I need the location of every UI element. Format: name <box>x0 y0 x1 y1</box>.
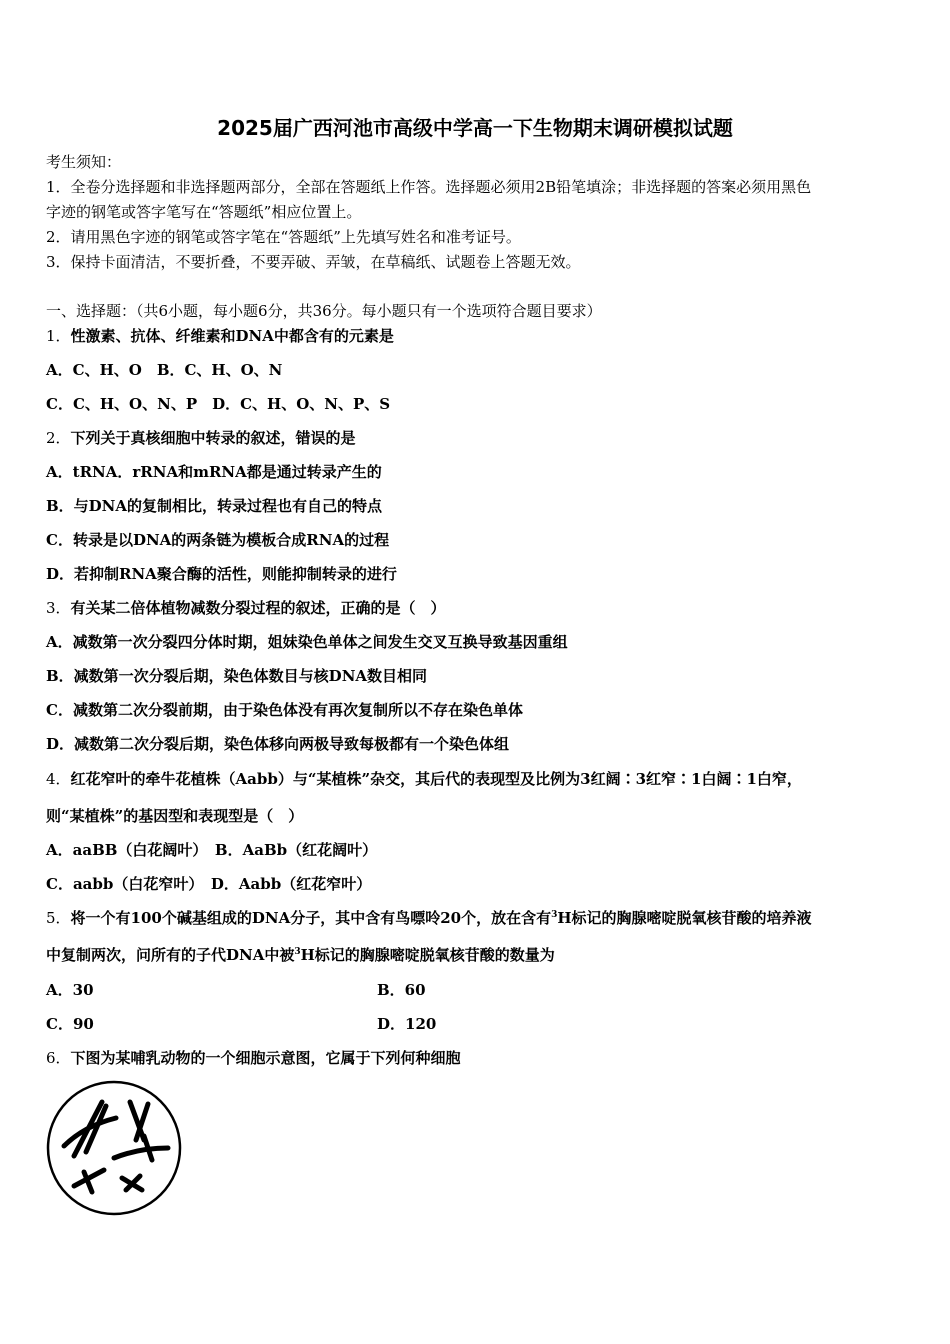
question-stem: 将一个有100个碱基组成的DNA分子，其中含有鸟嘌呤20个，放在含有$^3$H标记的胸腺嘧啶脱氧核苷酸的培养液 <box>70 909 812 927</box>
q5-option-a: A．30 <box>46 981 94 999</box>
q5-stem-cont: 中复制两次，问所有的子代DNA中被$^3$H标记的胸腺嘧啶脱氧核苷酸的数量为 <box>46 946 555 964</box>
question-2 <box>46 428 356 448</box>
q5-option-b: B．60 <box>377 981 426 999</box>
question-stem: 下图为某哺乳动物的一个细胞示意图，它属于下列何种细胞 <box>70 1049 461 1067</box>
q2-option-a: A．tRNA．rRNA和mRNA都是通过转录产生的 <box>46 463 382 481</box>
section-heading: 一、选择题：（共6小题，每小题6分，共36分。每小题只有一个选项符合题目要求） <box>46 302 602 320</box>
q3-option-d: D．减数第二次分裂后期，染色体移向两极导致每极都有一个染色体组 <box>46 735 510 753</box>
chromosomes <box>64 1102 168 1192</box>
question-stem: 性激素、抗体、纤维素和DNA中都含有的元素是 <box>70 327 394 345</box>
q3-option-c: C．减数第二次分裂前期，由于染色体没有再次复制所以不存在染色单体 <box>46 701 523 719</box>
question-3 <box>46 598 446 618</box>
question-number: 2． <box>46 429 71 447</box>
q2-option-b: B．与DNA的复制相比，转录过程也有自己的特点 <box>46 497 383 515</box>
q1-options-cd: C．C、H、O、N、P D．C、H、O、N、P、S <box>46 395 391 413</box>
cell-diagram <box>44 1078 184 1218</box>
q2-option-c: C．转录是以DNA的两条链为模板合成RNA的过程 <box>46 531 390 549</box>
question-stem: 红花窄叶的牵牛花植株（Aabb）与“某植株”杂交，其后代的表现型及比例为3红阔∶3红窄∶1白阔∶1白窄， <box>70 770 802 788</box>
question-number: 6． <box>46 1049 71 1067</box>
question-4 <box>46 769 802 789</box>
q3-option-a: A．减数第一次分裂四分体时期，姐妹染色单体之间发生交叉互换导致基因重组 <box>46 633 568 651</box>
question-number: 5． <box>46 909 71 927</box>
question-stem: 下列关于真核细胞中转录的叙述，错误的是 <box>70 429 356 447</box>
question-1 <box>46 326 394 346</box>
notice-heading: 考生须知： <box>46 153 122 171</box>
question-5 <box>46 908 812 928</box>
notice-item-3: 3．保持卡面清洁，不要折叠，不要弄破、弄皱，在草稿纸、试题卷上答题无效。 <box>46 253 581 271</box>
question-6 <box>46 1048 461 1068</box>
page-title: 2025届广西河池市高级中学高一下生物期末调研模拟试题 <box>217 116 733 140</box>
question-number: 4． <box>46 770 71 788</box>
q5-option-c: C．90 <box>46 1015 94 1033</box>
q1-options-ab: A．C、H、O B．C、H、O、N <box>46 361 283 379</box>
notice-item-1: 1．全卷分选择题和非选择题两部分，全部在答题纸上作答。选择题必须用2B铅笔填涂；非选择题的答案必须用黑色 <box>46 178 812 196</box>
q4-stem-cont: 则“某植株”的基因型和表现型是（ ） <box>46 807 304 825</box>
q4-options-cd: C．aabb（白花窄叶） D．Aabb（红花窄叶） <box>46 875 372 893</box>
notice-item-1-cont: 字迹的钢笔或答字笔写在“答题纸”相应位置上。 <box>46 203 362 221</box>
q4-options-ab: A．aaBB（白花阔叶） B．AaBb（红花阔叶） <box>46 841 378 859</box>
question-number: 1． <box>46 327 71 345</box>
question-number: 3． <box>46 599 71 617</box>
notice-item-2: 2．请用黑色字迹的钢笔或答字笔在“答题纸”上先填写姓名和准考证号。 <box>46 228 521 246</box>
q2-option-d: D．若抑制RNA聚合酶的活性，则能抑制转录的进行 <box>46 565 397 583</box>
q5-option-d: D．120 <box>377 1015 437 1033</box>
q3-option-b: B．减数第一次分裂后期，染色体数目与核DNA数目相同 <box>46 667 428 685</box>
question-stem: 有关某二倍体植物减数分裂过程的叙述，正确的是（ ） <box>70 599 446 617</box>
